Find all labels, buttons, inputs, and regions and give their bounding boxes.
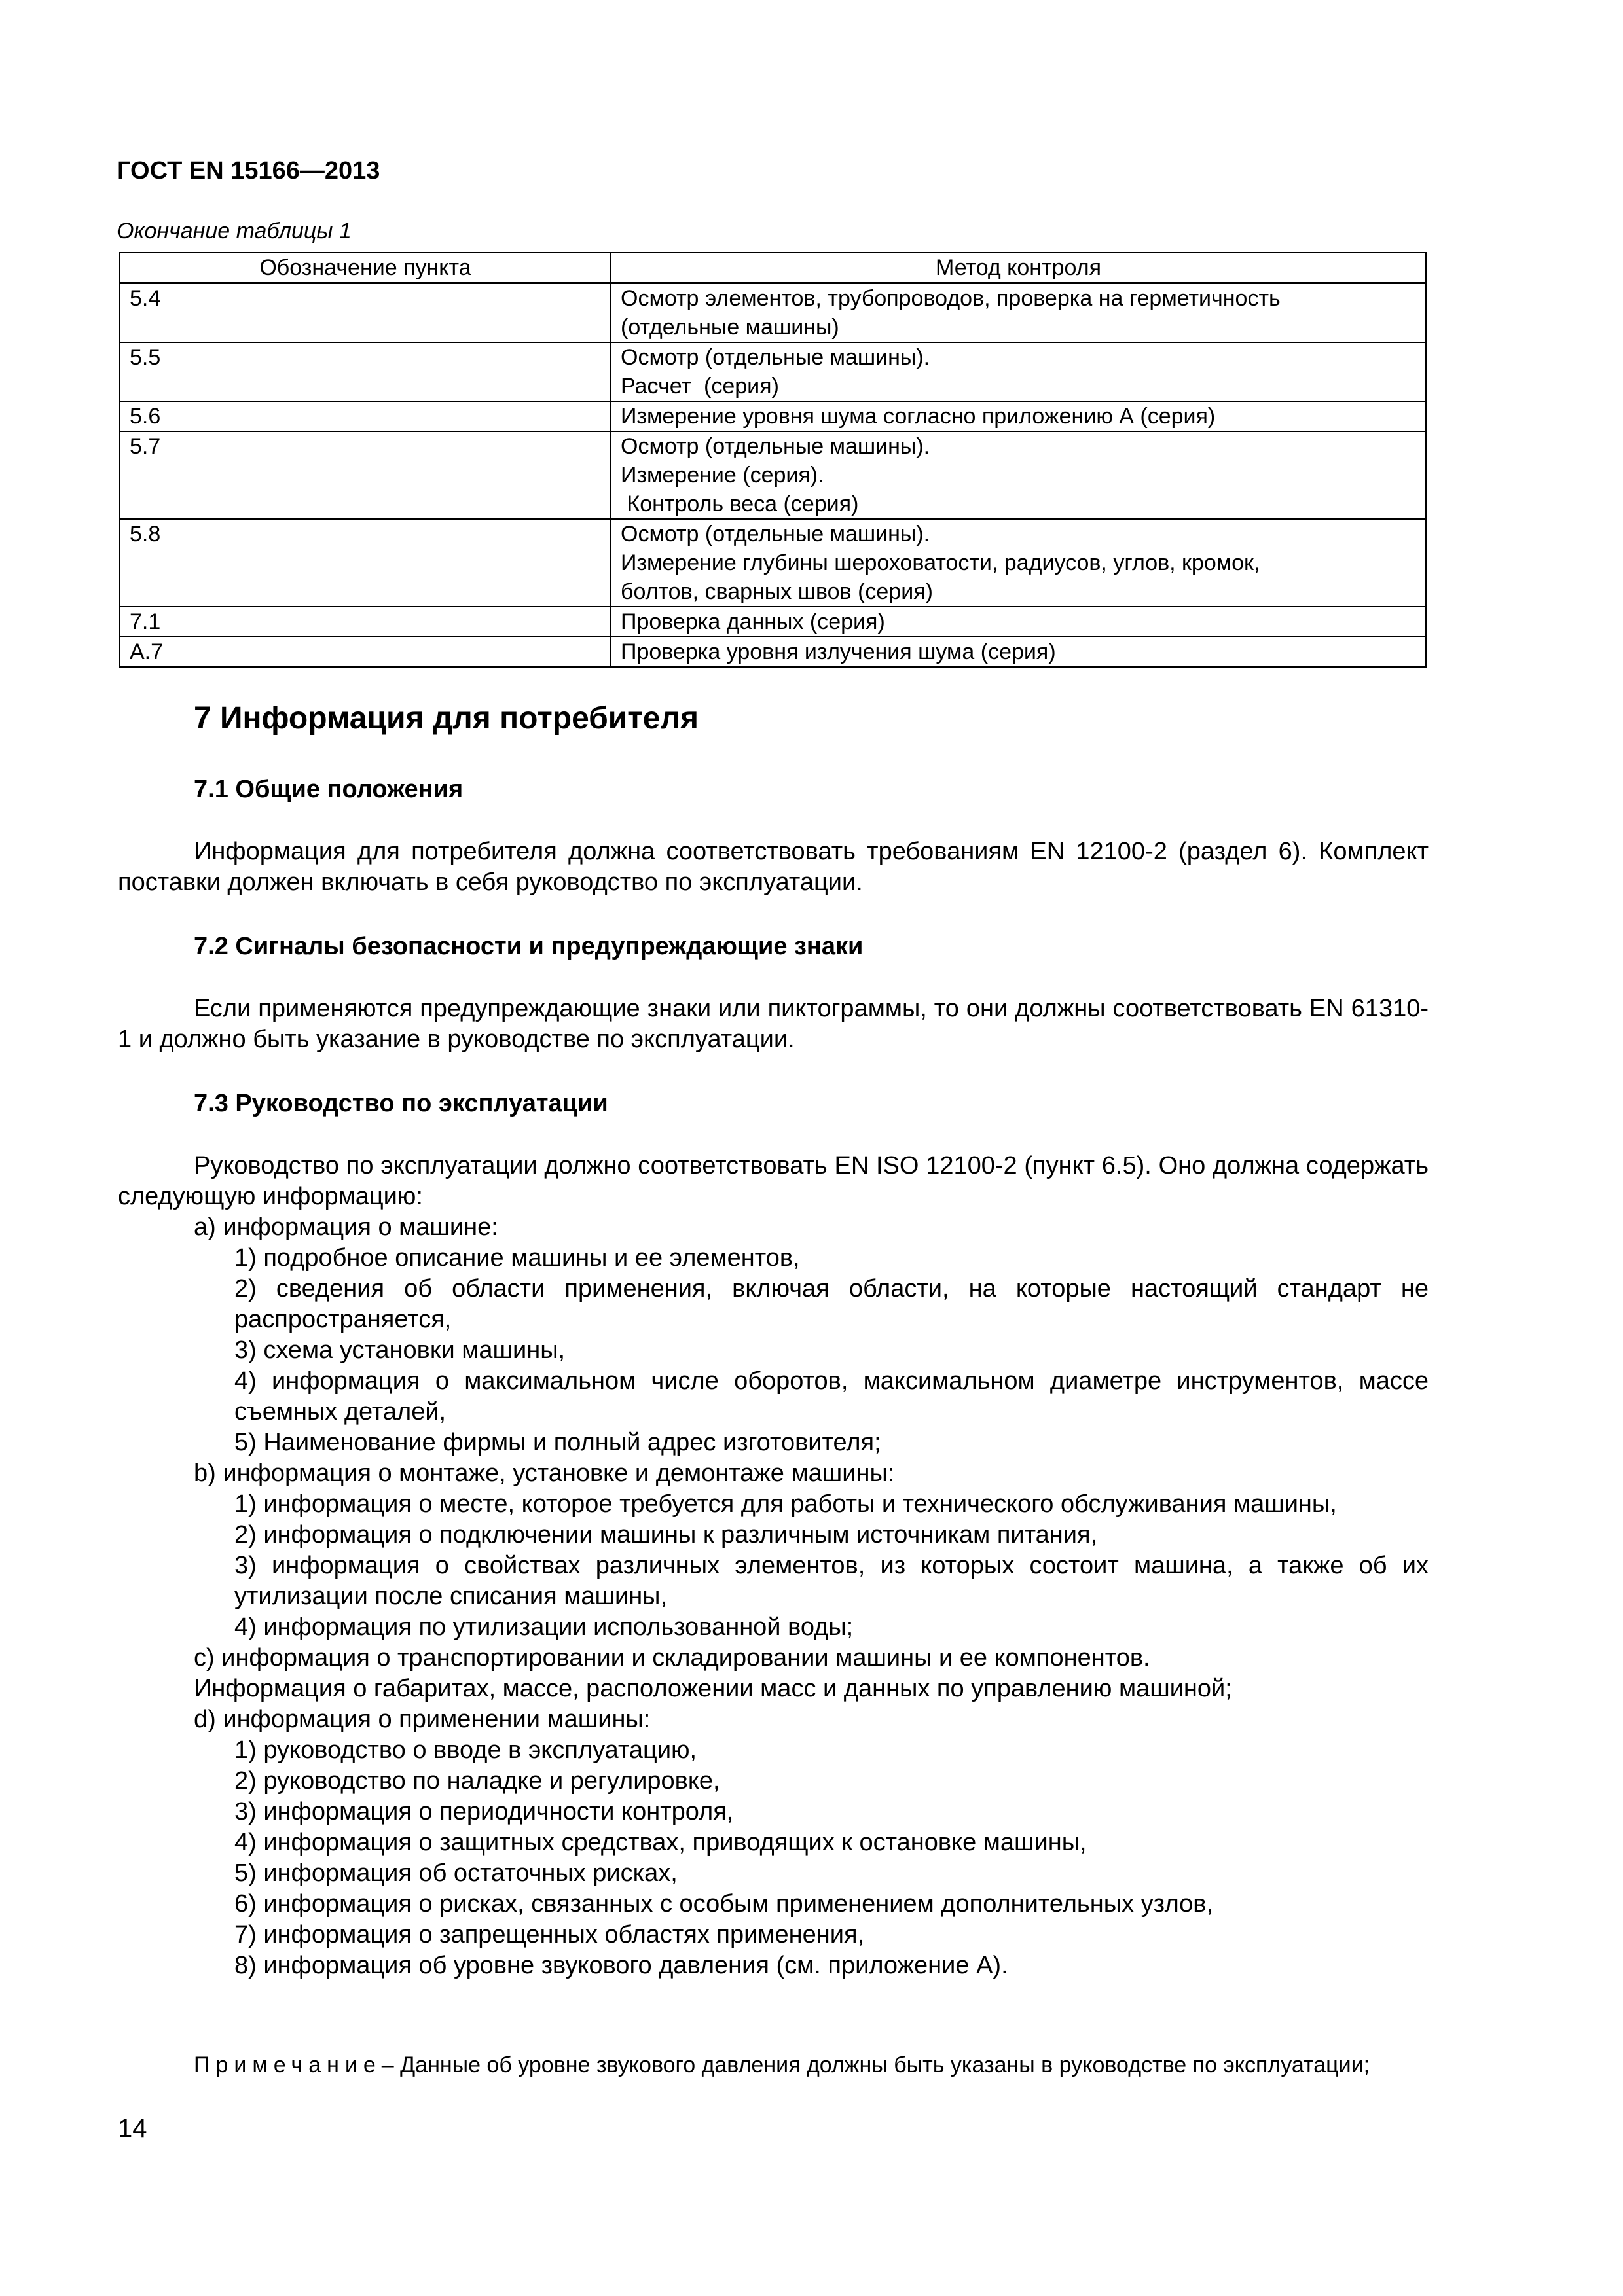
table-cell-method (611, 283, 1426, 343)
note (118, 2051, 1429, 2079)
list-subitem: 3) информация о периодичности контроля, (234, 1798, 734, 1825)
list-subitem: 8) информация об уровне звукового давления (см. приложение А). (234, 1952, 1008, 1979)
method-line: Осмотр (отдельные машины). (621, 434, 930, 459)
list-subitem: 1) руководство о вводе в эксплуатацию, (234, 1736, 697, 1764)
method-line: Измерение уровня шума согласно приложению А (серия) (621, 404, 1216, 429)
list-subitem: 2) руководство по наладке и регулировке, (234, 1767, 720, 1795)
list-subitem: 5) информация об остаточных рисках, (234, 1859, 678, 1887)
method-line: Измерение глубины шероховатости, радиусов, углов, кромок, (621, 550, 1260, 575)
method-line: Осмотр (отдельные машины). (621, 345, 930, 370)
list-subitem: 3) информация о свойствах различных элементов, из которых состоит машина, а также об их утилизации после списания машины, (234, 1552, 1429, 1610)
manual-requirements-list (118, 1212, 1429, 1981)
list-item-b: b) информация о монтаже, установке и демонтаже машины: (194, 1460, 895, 1487)
document-header: ГОСТ EN 15166—2013 (117, 157, 380, 185)
table-cell-item: 5.8 (120, 519, 611, 607)
method-line: болтов, сварных швов (серия) (621, 579, 933, 604)
list-subitem: 4) информация по утилизации использованной воды; (234, 1613, 854, 1641)
section-7-3-title: 7.3 Руководство по эксплуатации (194, 1090, 608, 1117)
table-cell-method (611, 519, 1426, 607)
method-line: Измерение (серия). (621, 463, 824, 488)
table-header-row (120, 253, 1426, 283)
method-line: Контроль веса (серия) (621, 492, 859, 516)
table-row (120, 519, 1426, 607)
table-row (120, 401, 1426, 431)
table-cell-item: 7.1 (120, 607, 611, 637)
table-cell-item: А.7 (120, 637, 611, 667)
list-subitem: 1) информация о месте, которое требуется для работы и технического обслуживания машины, (234, 1490, 1337, 1518)
table-cell-item: 5.6 (120, 401, 611, 431)
list-item-c-extra: Информация о габаритах, массе, расположении масс и данных по управлению машиной; (194, 1675, 1232, 1702)
section-7-1-title: 7.1 Общие положения (194, 776, 464, 803)
note-label: Примечание (194, 2053, 382, 2077)
list-item-d: d) информация о применении машины: (194, 1706, 651, 1733)
table-cell-item: 5.4 (120, 283, 611, 343)
list-subitem: 2) сведения об области применения, включая области, на которые настоящий стандарт не распространяется, (234, 1275, 1429, 1333)
section-7-1-text: Информация для потребителя должна соответствовать требованиям EN 12100-2 (раздел 6). Комплект поставки должен включать в себя руководство по эксплуатации. (118, 838, 1429, 896)
table-row (120, 342, 1426, 401)
method-line: (отдельные машины) (621, 315, 839, 340)
table-cell-item: 5.7 (120, 431, 611, 519)
method-line: Проверка данных (серия) (621, 609, 885, 634)
list-subitem: 1) подробное описание машины и ее элементов, (234, 1244, 800, 1272)
list-subitem: 2) информация о подключении машины к различным источникам питания, (234, 1521, 1098, 1549)
table-row (120, 607, 1426, 637)
list-subitem: 5) Наименование фирмы и полный адрес изготовителя; (234, 1429, 881, 1456)
table-row (120, 283, 1426, 343)
list-item-a: а) информация о машине: (194, 1213, 498, 1241)
page-number: 14 (118, 2114, 147, 2143)
table-row (120, 637, 1426, 667)
method-line: Проверка уровня излучения шума (серия) (621, 639, 1056, 664)
method-line: Осмотр элементов, трубопроводов, проверка на герметичность (621, 286, 1281, 311)
table-cell-method (611, 431, 1426, 519)
table-cell-item: 5.5 (120, 342, 611, 401)
table-cell-method (611, 637, 1426, 667)
column-header-method: Метод контроля (611, 253, 1426, 283)
list-subitem: 4) информация о защитных средствах, приводящих к остановке машины, (234, 1829, 1087, 1856)
list-subitem: 6) информация о рисках, связанных с особым применением дополнительных узлов, (234, 1890, 1214, 1918)
list-item-c: с) информация о транспортировании и складировании машины и ее компонентов. (194, 1644, 1150, 1672)
table-caption: Окончание таблицы 1 (117, 219, 352, 243)
column-header-item: Обозначение пункта (120, 253, 611, 283)
table-cell-method (611, 607, 1426, 637)
list-subitem: 4) информация о максимальном числе оборотов, максимальном диаметре инструментов, массе съемных деталей, (234, 1367, 1429, 1426)
section-7-2-text: Если применяются предупреждающие знаки или пиктограммы, то они должны соответствовать EN 61310-1 и должно быть указание в руководстве по эксплуатации. (118, 995, 1429, 1053)
section-7-title: 7 Информация для потребителя (194, 701, 699, 736)
table-cell-method (611, 401, 1426, 431)
control-methods-table (119, 252, 1427, 668)
note-text: – Данные об уровне звукового давления должны быть указаны в руководстве по эксплуатации; (381, 2053, 1370, 2077)
section-7-3-intro: Руководство по эксплуатации должно соответствовать EN ISO 12100-2 (пункт 6.5). Оно должна содержать следующую информацию: (118, 1152, 1429, 1210)
section-7-2-title: 7.2 Сигналы безопасности и предупреждающие знаки (194, 933, 864, 960)
table-cell-method (611, 342, 1426, 401)
list-subitem: 7) информация о запрещенных областях применения, (234, 1921, 865, 1948)
method-line: Расчет (серия) (621, 374, 779, 399)
method-line: Осмотр (отдельные машины). (621, 522, 930, 547)
table-row (120, 431, 1426, 519)
list-subitem: 3) схема установки машины, (234, 1336, 566, 1364)
